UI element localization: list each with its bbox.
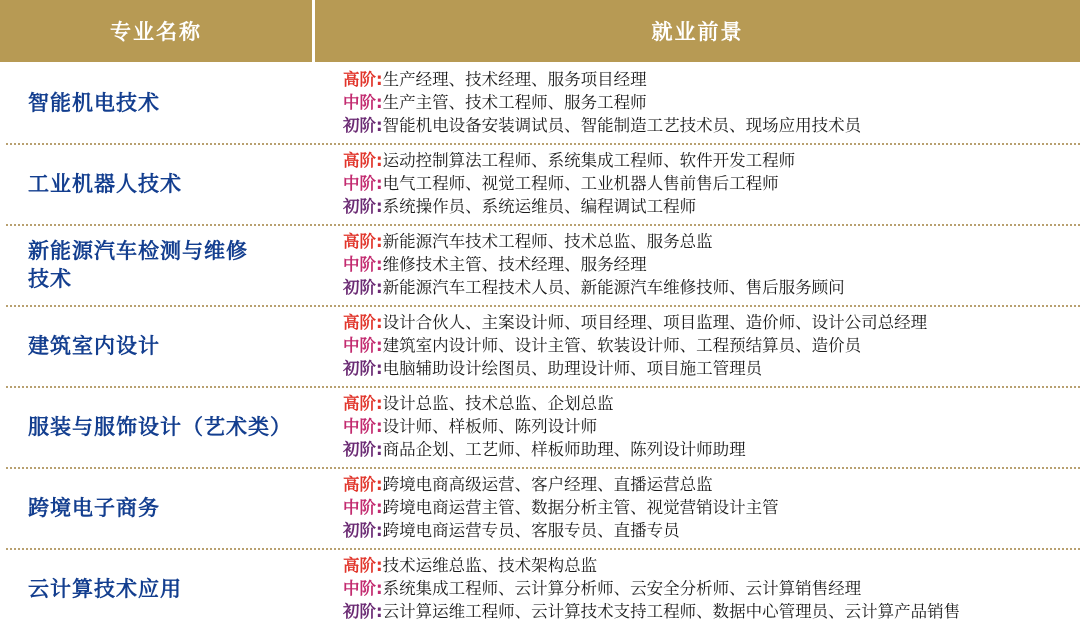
prospect-high-text: 技术运维总监、技术架构总监: [382, 556, 598, 575]
prospect-low-text: 电脑辅助设计绘图员、助理设计师、项目施工管理员: [382, 359, 763, 378]
prospect-low: 初阶:云计算运维工程师、云计算技术支持工程师、数据中心管理员、云计算产品销售: [343, 602, 961, 621]
prospect-mid: 中阶:建筑室内设计师、设计主管、软装设计师、工程预结算员、造价员: [343, 336, 862, 355]
table-header: [0, 0, 1080, 62]
prospect-low-text: 智能机电设备安装调试员、智能制造工艺技术员、现场应用技术员: [382, 116, 862, 135]
prospect-mid-text: 维修技术主管、技术经理、服务经理: [382, 255, 647, 274]
prospect-low-text: 商品企划、工艺师、样板师助理、陈列设计师助理: [382, 440, 746, 459]
level-high-label: 高阶: [343, 232, 376, 251]
header-major-name: 专业名称: [0, 0, 312, 62]
prospect-high: 高阶:设计合伙人、主案设计师、项目经理、项目监理、造价师、设计公司总经理: [343, 313, 928, 332]
major-name: 建筑室内设计: [28, 333, 160, 358]
prospect-high: 高阶:运动控制算法工程师、系统集成工程师、软件开发工程师: [343, 151, 796, 170]
level-mid-label: 中阶: [343, 498, 376, 517]
level-low-label: 初阶: [343, 521, 376, 540]
prospect-mid: 中阶:生产主管、技术工程师、服务工程师: [343, 93, 647, 112]
prospect-low: 初阶:系统操作员、系统运维员、编程调试工程师: [343, 197, 697, 216]
table-body: [0, 62, 1080, 629]
prospect-high: 高阶:设计总监、技术总监、企划总监: [343, 394, 614, 413]
major-name: 服装与服饰设计（艺术类）: [28, 414, 292, 439]
prospect-mid-text: 建筑室内设计师、设计主管、软装设计师、工程预结算员、造价员: [382, 336, 862, 355]
level-mid-label: 中阶: [343, 174, 376, 193]
prospect-lines: [318, 305, 1080, 386]
level-mid-label: 中阶: [343, 579, 376, 598]
prospect-low: 初阶:智能机电设备安装调试员、智能制造工艺技术员、现场应用技术员: [343, 116, 862, 135]
prospect-mid: 中阶:跨境电商运营主管、数据分析主管、视觉营销设计主管: [343, 498, 779, 517]
prospect-mid-text: 电气工程师、视觉工程师、工业机器人售前售后工程师: [382, 174, 779, 193]
prospect-mid-text: 系统集成工程师、云计算分析师、云安全分析师、云计算销售经理: [382, 579, 862, 598]
prospect-low: 初阶:电脑辅助设计绘图员、助理设计师、项目施工管理员: [343, 359, 763, 378]
major-name: 跨境电子商务: [28, 495, 160, 520]
prospect-low-text: 系统操作员、系统运维员、编程调试工程师: [382, 197, 697, 216]
prospect-mid-text: 设计师、样板师、陈列设计师: [382, 417, 598, 436]
prospect-lines: [318, 62, 1080, 143]
level-high-label: 高阶: [343, 475, 376, 494]
level-mid-label: 中阶: [343, 93, 376, 112]
level-high-label: 高阶: [343, 556, 376, 575]
prospect-low-text: 跨境电商运营专员、客服专员、直播专员: [382, 521, 680, 540]
major-name: 新能源汽车检测与维修技术: [28, 238, 248, 291]
prospect-mid-text: 生产主管、技术工程师、服务工程师: [382, 93, 647, 112]
prospect-mid: 中阶:电气工程师、视觉工程师、工业机器人售前售后工程师: [343, 174, 779, 193]
level-low-label: 初阶: [343, 116, 376, 135]
table-row: [0, 143, 1080, 224]
prospect-lines: [318, 143, 1080, 224]
table-row: [0, 305, 1080, 386]
table-row: [0, 467, 1080, 548]
major-name: 云计算技术应用: [28, 576, 182, 601]
prospect-low-text: 新能源汽车工程技术人员、新能源汽车维修技师、售后服务顾问: [382, 278, 845, 297]
prospect-low: 初阶:商品企划、工艺师、样板师助理、陈列设计师助理: [343, 440, 746, 459]
prospect-mid: 中阶:维修技术主管、技术经理、服务经理: [343, 255, 647, 274]
table-row: [0, 62, 1080, 143]
prospect-lines: [318, 386, 1080, 467]
prospect-lines: [318, 467, 1080, 548]
prospect-high-text: 生产经理、技术经理、服务项目经理: [382, 70, 647, 89]
prospect-high-text: 设计总监、技术总监、企划总监: [382, 394, 614, 413]
prospect-mid-text: 跨境电商运营主管、数据分析主管、视觉营销设计主管: [382, 498, 779, 517]
level-high-label: 高阶: [343, 313, 376, 332]
level-low-label: 初阶: [343, 440, 376, 459]
table-row: [0, 224, 1080, 305]
header-career-prospect: 就业前景: [315, 0, 1080, 62]
level-low-label: 初阶: [343, 278, 376, 297]
major-name: 智能机电技术: [28, 90, 160, 115]
table-row: [0, 386, 1080, 467]
prospect-low-text: 云计算运维工程师、云计算技术支持工程师、数据中心管理员、云计算产品销售: [382, 602, 961, 621]
major-name: 工业机器人技术: [28, 171, 182, 196]
prospect-lines: [318, 224, 1080, 305]
level-low-label: 初阶: [343, 197, 376, 216]
prospect-high: 高阶:技术运维总监、技术架构总监: [343, 556, 598, 575]
table-row: [0, 548, 1080, 629]
prospect-low: 初阶:跨境电商运营专员、客服专员、直播专员: [343, 521, 680, 540]
level-mid-label: 中阶: [343, 255, 376, 274]
prospect-mid: 中阶:设计师、样板师、陈列设计师: [343, 417, 598, 436]
level-high-label: 高阶: [343, 394, 376, 413]
level-mid-label: 中阶: [343, 417, 376, 436]
prospect-high-text: 新能源汽车技术工程师、技术总监、服务总监: [382, 232, 713, 251]
level-high-label: 高阶: [343, 70, 376, 89]
prospect-low: 初阶:新能源汽车工程技术人员、新能源汽车维修技师、售后服务顾问: [343, 278, 845, 297]
prospect-lines: [318, 548, 1080, 629]
level-mid-label: 中阶: [343, 336, 376, 355]
level-low-label: 初阶: [343, 359, 376, 378]
prospect-high: 高阶:跨境电商高级运营、客户经理、直播运营总监: [343, 475, 713, 494]
prospect-high: 高阶:新能源汽车技术工程师、技术总监、服务总监: [343, 232, 713, 251]
prospect-mid: 中阶:系统集成工程师、云计算分析师、云安全分析师、云计算销售经理: [343, 579, 862, 598]
prospect-high-text: 运动控制算法工程师、系统集成工程师、软件开发工程师: [382, 151, 796, 170]
level-high-label: 高阶: [343, 151, 376, 170]
prospect-high-text: 跨境电商高级运营、客户经理、直播运营总监: [382, 475, 713, 494]
level-low-label: 初阶: [343, 602, 376, 621]
prospect-high-text: 设计合伙人、主案设计师、项目经理、项目监理、造价师、设计公司总经理: [382, 313, 928, 332]
prospect-high: 高阶:生产经理、技术经理、服务项目经理: [343, 70, 647, 89]
